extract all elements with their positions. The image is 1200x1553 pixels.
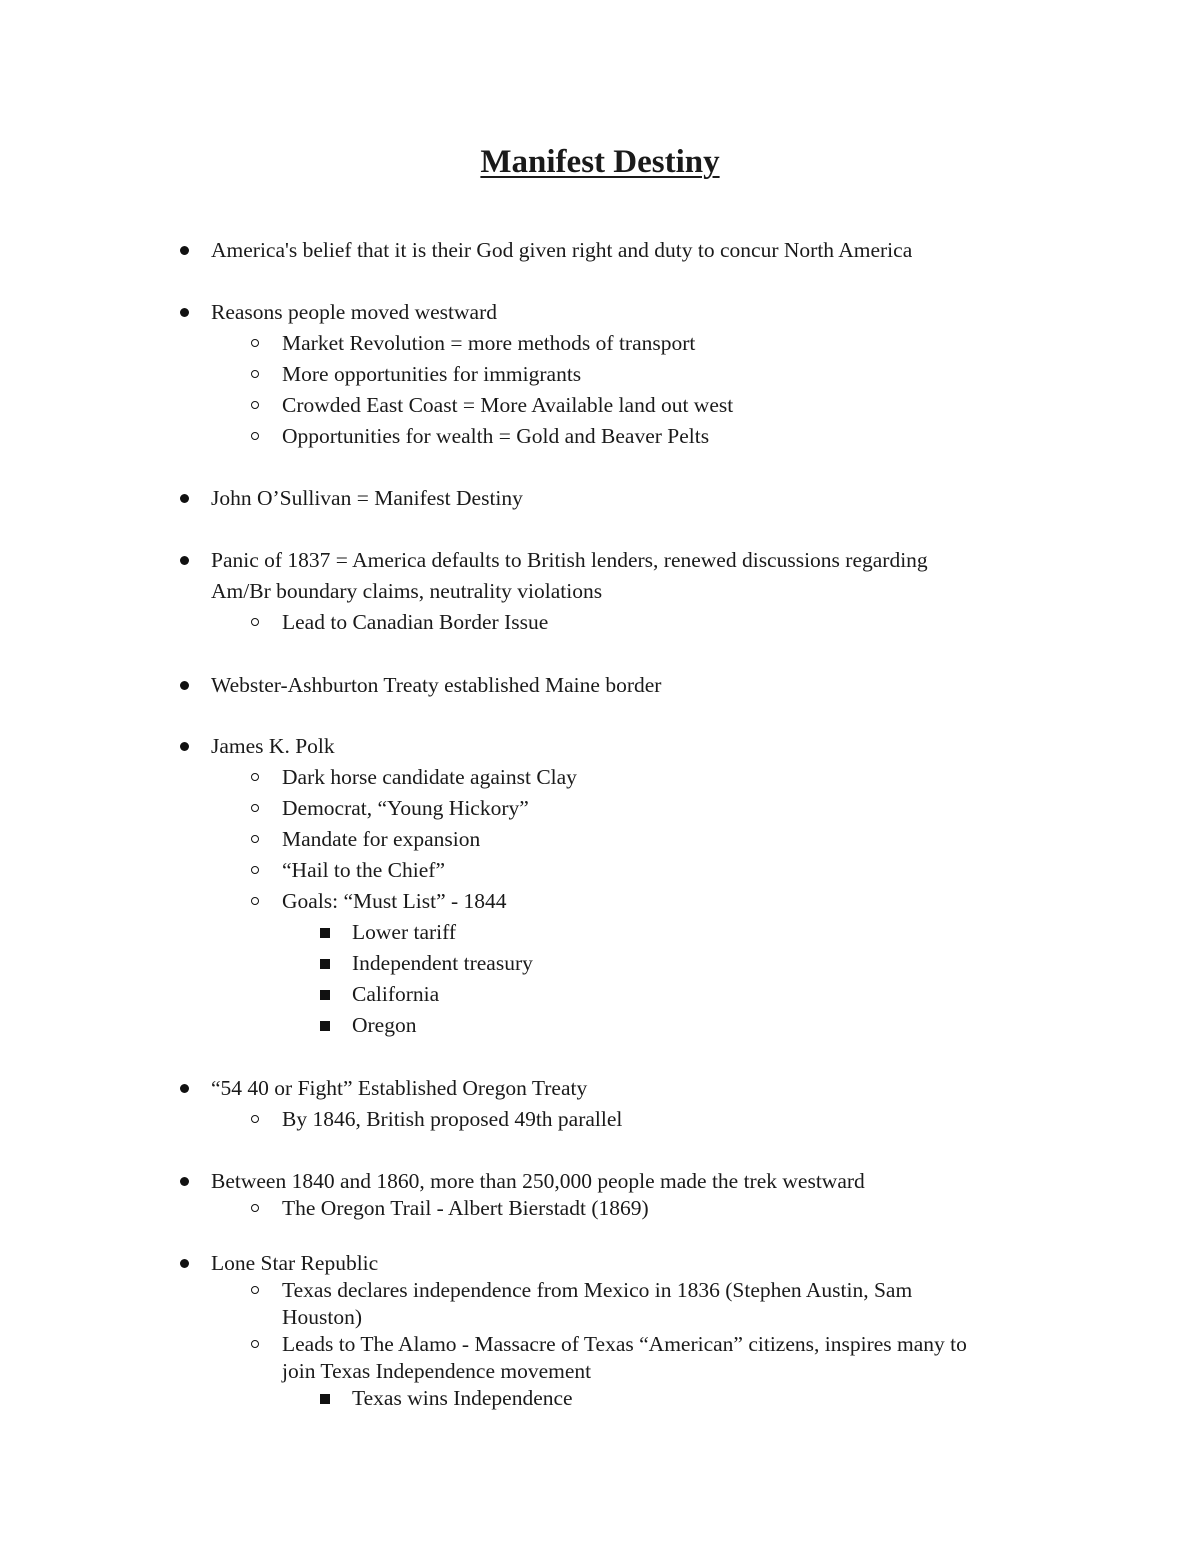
bullet-circle-icon [251, 618, 259, 626]
list-item-text: Independent treasury [352, 950, 533, 975]
list-item-text: More opportunities for immigrants [282, 361, 582, 386]
list-item-text: Democrat, “Young Hickory” [282, 795, 529, 820]
bullet-dot-icon [180, 1259, 189, 1268]
bullet-circle-icon [251, 432, 259, 440]
list-item-text: “Hail to the Chief” [282, 857, 445, 882]
list-item-text: Webster-Ashburton Treaty established Maine border [211, 672, 662, 697]
bullet-dot-icon [180, 308, 189, 317]
list-item-continuation: Houston) [282, 1304, 363, 1329]
list-item-text: Lower tariff [352, 919, 457, 944]
bullet-circle-icon [251, 804, 259, 812]
list-item-text: Reasons people moved westward [211, 299, 497, 324]
list-item-text: Lead to Canadian Border Issue [282, 609, 549, 634]
list-item-text: “54 40 or Fight” Established Oregon Treaty [211, 1075, 588, 1100]
list-item-text: Opportunities for wealth = Gold and Beaver Pelts [282, 423, 710, 448]
bullet-circle-icon [251, 1286, 259, 1294]
bullet-square-icon [320, 990, 330, 1000]
list-item-text: Dark horse candidate against Clay [282, 764, 577, 789]
list-item-text: James K. Polk [211, 733, 335, 758]
list-item-text: Between 1840 and 1860, more than 250,000 people made the trek westward [211, 1168, 865, 1193]
bullet-square-icon [320, 959, 330, 969]
bullet-square-icon [320, 1394, 330, 1404]
bullet-square-icon [320, 1021, 330, 1031]
bullet-circle-icon [251, 1340, 259, 1348]
list-item-text: Market Revolution = more methods of transport [282, 330, 696, 355]
bullet-dot-icon [180, 681, 189, 690]
bullet-dot-icon [180, 1084, 189, 1093]
bullet-circle-icon [251, 1115, 259, 1123]
bullet-square-icon [320, 928, 330, 938]
bullet-circle-icon [251, 370, 259, 378]
list-item-continuation: join Texas Independence movement [282, 1358, 592, 1383]
list-item-text: Texas wins Independence [352, 1385, 573, 1410]
list-item-text: California [352, 981, 440, 1006]
list-item-continuation: Am/Br boundary claims, neutrality violations [211, 578, 603, 603]
list-item-text: Crowded East Coast = More Available land out west [282, 392, 734, 417]
list-item-text: Texas declares independence from Mexico in 1836 (Stephen Austin, Sam [282, 1277, 913, 1302]
list-item-text: America's belief that it is their God given right and duty to concur North America [211, 237, 913, 262]
bullet-dot-icon [180, 742, 189, 751]
list-item-text: Oregon [352, 1012, 417, 1037]
list-item-text: Leads to The Alamo - Massacre of Texas “American” citizens, inspires many to [282, 1331, 967, 1356]
bullet-circle-icon [251, 401, 259, 409]
bullet-circle-icon [251, 835, 259, 843]
list-item-text: John O’Sullivan = Manifest Destiny [211, 485, 523, 510]
list-item-text: By 1846, British proposed 49th parallel [282, 1106, 623, 1131]
list-item-text: Panic of 1837 = America defaults to British lenders, renewed discussions regarding [211, 547, 928, 572]
bullet-circle-icon [251, 897, 259, 905]
bullet-dot-icon [180, 556, 189, 565]
page-title: Manifest Destiny [480, 144, 720, 180]
list-item-text: The Oregon Trail - Albert Bierstadt (1869) [282, 1195, 649, 1220]
bullet-dot-icon [180, 1177, 189, 1186]
bullet-circle-icon [251, 339, 259, 347]
bullet-circle-icon [251, 1204, 259, 1212]
bullet-circle-icon [251, 773, 259, 781]
list-item-text: Lone Star Republic [211, 1250, 379, 1275]
list-item-text: Mandate for expansion [282, 826, 481, 851]
bullet-dot-icon [180, 246, 189, 255]
bullet-circle-icon [251, 866, 259, 874]
bullet-dot-icon [180, 494, 189, 503]
list-item-text: Goals: “Must List” - 1844 [282, 888, 507, 913]
